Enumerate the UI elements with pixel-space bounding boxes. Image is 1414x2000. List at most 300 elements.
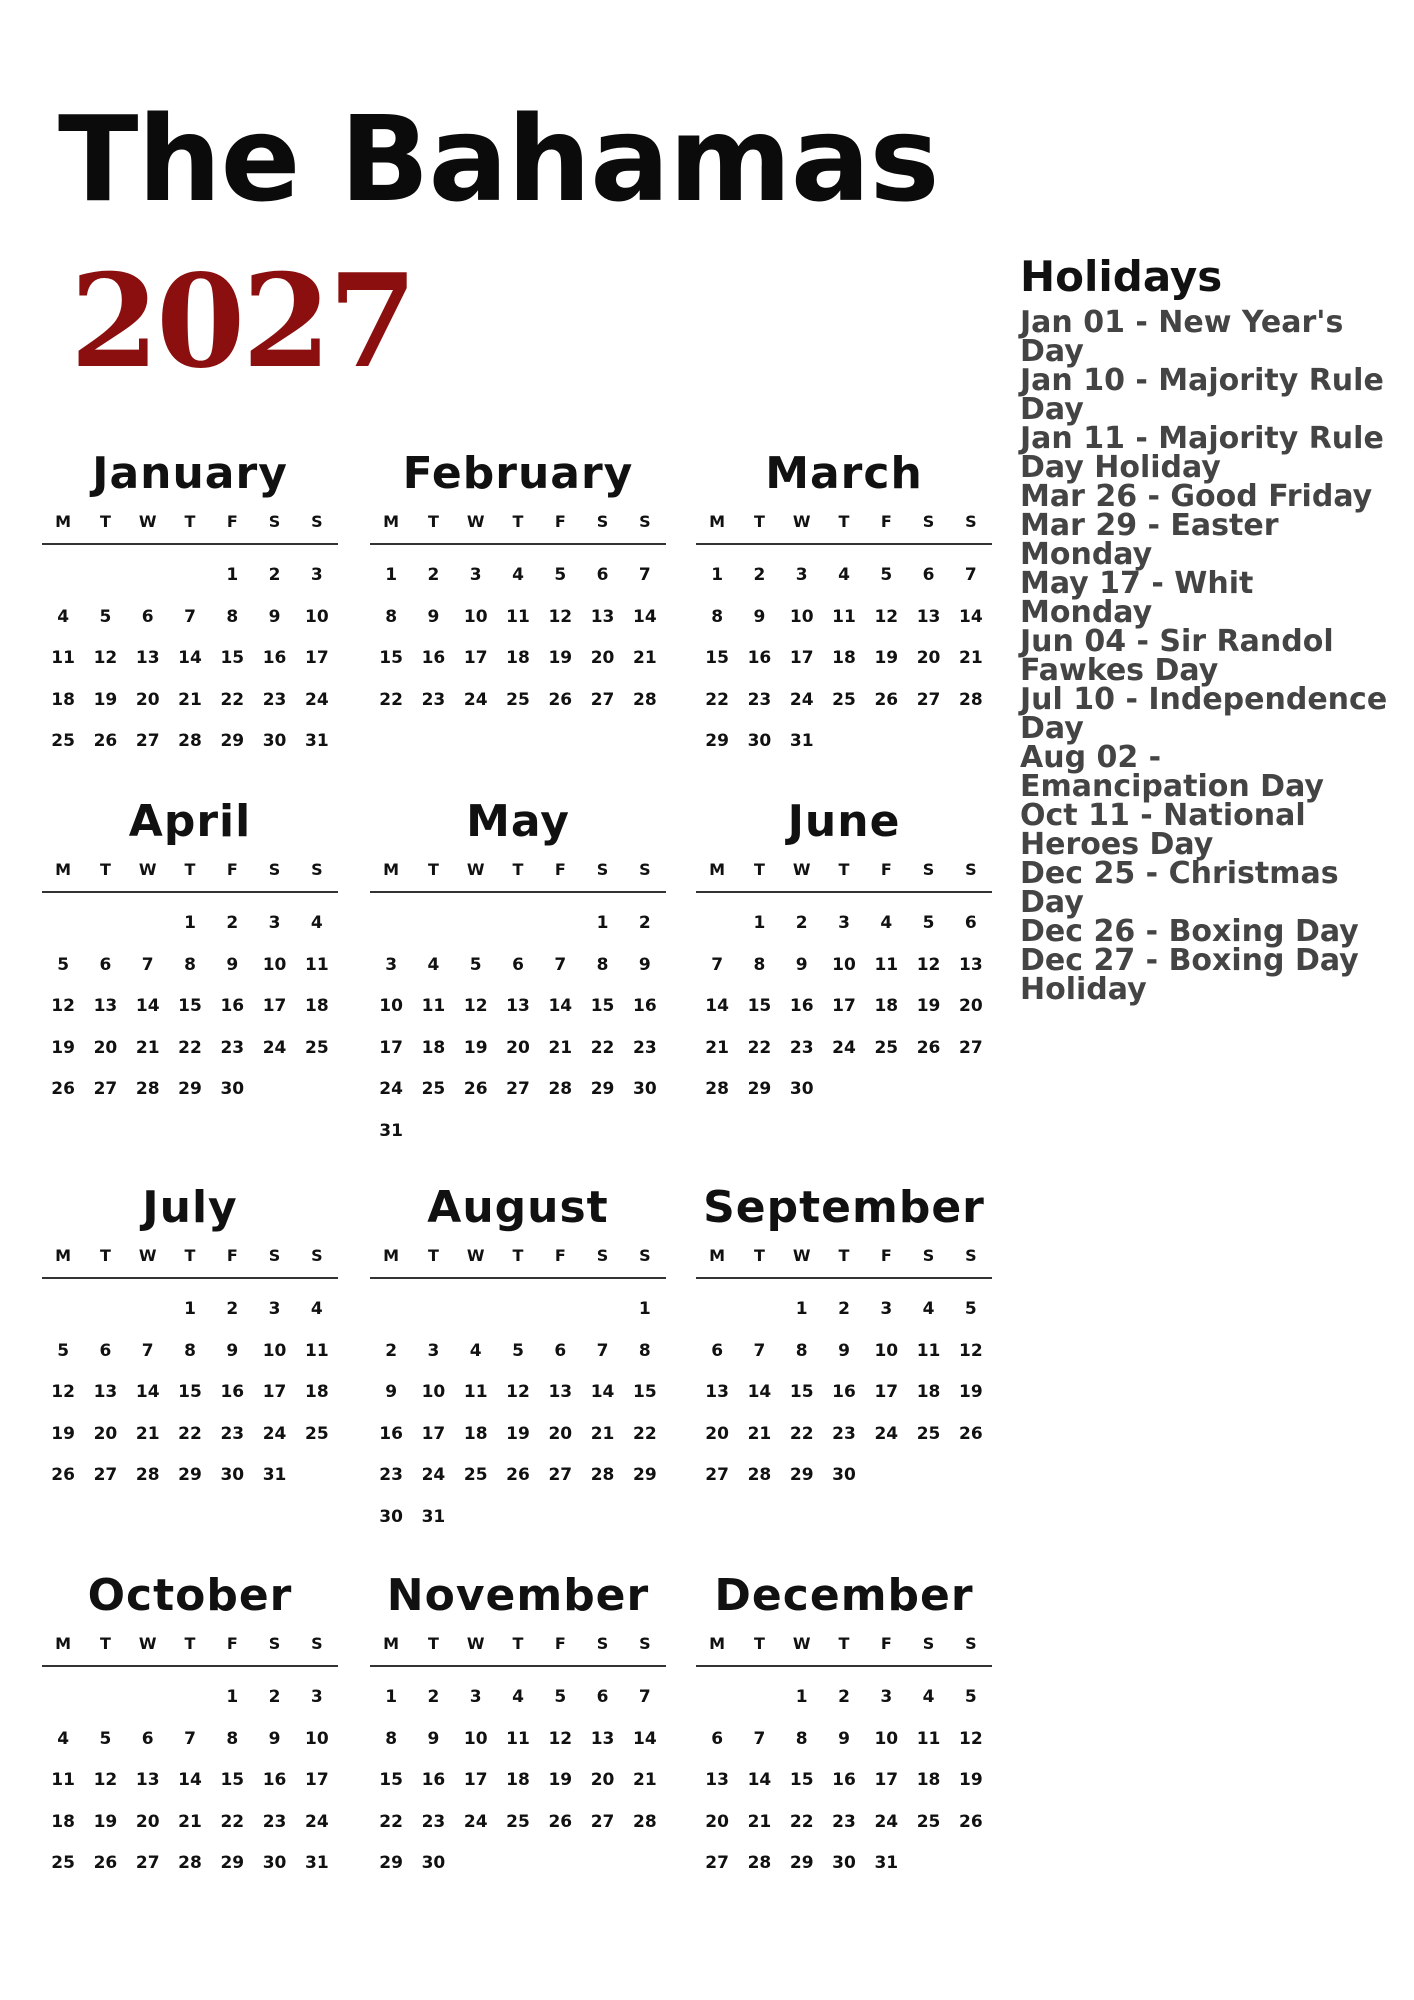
day-cell: 15 bbox=[178, 1382, 202, 1402]
weekday-header: T bbox=[512, 860, 524, 879]
day-cell: 24 bbox=[421, 1465, 446, 1485]
weekday-header: S bbox=[922, 1634, 935, 1653]
day-cell: 20 bbox=[548, 1423, 573, 1444]
day-cell: 28 bbox=[633, 1811, 657, 1832]
day-cell: 11 bbox=[832, 606, 856, 627]
day-cell: 18 bbox=[832, 648, 856, 668]
weekday-header: S bbox=[965, 860, 977, 879]
weekday-header: M bbox=[709, 860, 726, 879]
day-cell: 25 bbox=[506, 1811, 530, 1832]
day-cell: 6 bbox=[512, 954, 524, 975]
day-cell: 5 bbox=[964, 1687, 977, 1707]
day-cell: 21 bbox=[135, 1037, 160, 1058]
weekday-header: W bbox=[466, 1634, 485, 1653]
month-name: May bbox=[466, 796, 570, 847]
day-cell: 11 bbox=[506, 1728, 530, 1749]
empty-cell bbox=[696, 1677, 738, 1719]
day-cell: 27 bbox=[590, 1811, 615, 1832]
day-cell: 15 bbox=[747, 996, 772, 1016]
day-cell: 16 bbox=[220, 1382, 245, 1402]
day-cell: 7 bbox=[753, 1728, 766, 1749]
day-cell: 19 bbox=[548, 1770, 573, 1790]
day-cell: 4 bbox=[469, 1340, 482, 1361]
day-cell: 1 bbox=[226, 1687, 239, 1707]
day-cell: 13 bbox=[590, 1728, 615, 1749]
day-cell: 15 bbox=[633, 1382, 657, 1402]
day-cell: 16 bbox=[220, 996, 245, 1016]
day-cell: 7 bbox=[964, 565, 977, 585]
weekday-header: S bbox=[639, 512, 651, 531]
day-cell: 25 bbox=[874, 1037, 899, 1058]
weekday-header: S bbox=[922, 512, 935, 531]
day-cell: 26 bbox=[916, 1037, 941, 1058]
day-cell: 21 bbox=[633, 648, 657, 668]
day-cell: 10 bbox=[305, 606, 329, 627]
day-cell: 16 bbox=[747, 648, 772, 668]
holiday-item: Aug 02 - Emancipation Day bbox=[1020, 740, 1324, 804]
empty-cell bbox=[84, 555, 126, 597]
day-cell: 20 bbox=[705, 1423, 729, 1444]
day-cell: 3 bbox=[469, 565, 482, 585]
empty-cell bbox=[169, 1677, 211, 1719]
day-cell: 17 bbox=[305, 648, 329, 668]
day-grid bbox=[370, 1667, 666, 1885]
day-cell: 3 bbox=[310, 1687, 323, 1707]
day-cell: 29 bbox=[789, 1853, 814, 1873]
day-cell: 11 bbox=[51, 1770, 75, 1790]
day-cell: 6 bbox=[964, 913, 977, 933]
day-cell: 13 bbox=[916, 606, 941, 627]
day-cell: 15 bbox=[789, 1770, 814, 1790]
day-cell: 5 bbox=[99, 1728, 112, 1749]
day-cell: 26 bbox=[548, 1811, 573, 1832]
empty-cell bbox=[84, 903, 126, 945]
day-cell: 8 bbox=[596, 954, 609, 975]
day-cell: 17 bbox=[832, 996, 856, 1016]
day-cell: 23 bbox=[262, 1811, 287, 1832]
weekday-header: S bbox=[311, 512, 323, 531]
weekday-header: W bbox=[792, 1246, 811, 1265]
day-cell: 1 bbox=[226, 565, 239, 585]
weekday-header-row bbox=[42, 1246, 338, 1279]
day-cell: 10 bbox=[874, 1728, 899, 1749]
day-cell: 19 bbox=[51, 1037, 75, 1058]
day-cell: 17 bbox=[305, 1770, 329, 1790]
day-cell: 25 bbox=[305, 1037, 329, 1058]
day-cell: 2 bbox=[268, 565, 281, 585]
weekday-header: S bbox=[639, 1246, 651, 1265]
day-cell: 26 bbox=[548, 689, 573, 710]
day-cell: 10 bbox=[262, 954, 287, 975]
day-cell: 16 bbox=[262, 648, 287, 668]
day-cell: 3 bbox=[268, 913, 281, 933]
weekday-header: T bbox=[184, 1634, 196, 1653]
day-cell: 24 bbox=[262, 1037, 287, 1058]
empty-cell bbox=[455, 1289, 497, 1331]
day-cell: 10 bbox=[463, 606, 488, 627]
day-cell: 2 bbox=[753, 565, 766, 585]
day-cell: 22 bbox=[633, 1423, 657, 1444]
month-name: September bbox=[703, 1182, 985, 1233]
empty-cell bbox=[412, 1289, 454, 1331]
weekday-header: W bbox=[792, 860, 811, 879]
day-cell: 4 bbox=[310, 1299, 323, 1319]
day-cell: 12 bbox=[506, 1382, 530, 1402]
weekday-header-row bbox=[370, 1634, 666, 1667]
day-cell: 5 bbox=[880, 565, 893, 585]
empty-cell bbox=[127, 903, 169, 945]
day-cell: 9 bbox=[638, 954, 651, 975]
day-cell: 18 bbox=[421, 1037, 446, 1058]
day-cell: 14 bbox=[747, 1382, 772, 1402]
day-cell: 26 bbox=[959, 1811, 983, 1832]
empty-cell bbox=[84, 1677, 126, 1719]
weekday-header: W bbox=[466, 860, 485, 879]
holiday-item: May 17 - Whit Monday bbox=[1020, 566, 1254, 630]
day-grid bbox=[696, 1667, 992, 1885]
day-cell: 13 bbox=[548, 1382, 573, 1402]
day-cell: 12 bbox=[51, 1382, 75, 1402]
day-cell: 16 bbox=[262, 1770, 287, 1790]
day-cell: 10 bbox=[421, 1382, 446, 1402]
page-title: The Bahamas bbox=[58, 90, 939, 228]
day-cell: 9 bbox=[795, 954, 808, 975]
day-cell: 24 bbox=[874, 1811, 899, 1832]
day-cell: 29 bbox=[633, 1465, 657, 1485]
empty-cell bbox=[497, 903, 539, 945]
day-cell: 15 bbox=[178, 996, 202, 1016]
month-may bbox=[370, 796, 666, 1152]
day-cell: 8 bbox=[753, 954, 766, 975]
day-cell: 11 bbox=[916, 1340, 941, 1361]
day-cell: 2 bbox=[638, 913, 651, 933]
day-cell: 10 bbox=[789, 606, 814, 627]
day-cell: 26 bbox=[874, 689, 899, 710]
day-cell: 23 bbox=[633, 1037, 657, 1058]
empty-cell bbox=[84, 1289, 126, 1331]
day-cell: 27 bbox=[705, 1465, 729, 1485]
day-cell: 23 bbox=[832, 1811, 856, 1832]
day-cell: 9 bbox=[427, 606, 440, 627]
day-cell: 22 bbox=[379, 1811, 403, 1832]
day-cell: 14 bbox=[705, 996, 729, 1016]
day-cell: 1 bbox=[711, 565, 724, 585]
day-cell: 5 bbox=[469, 954, 482, 975]
day-cell: 30 bbox=[747, 731, 772, 751]
day-cell: 29 bbox=[789, 1465, 814, 1485]
day-cell: 11 bbox=[51, 648, 75, 668]
day-cell: 14 bbox=[178, 1770, 202, 1790]
day-grid bbox=[696, 893, 992, 1111]
day-cell: 5 bbox=[57, 954, 70, 975]
day-cell: 8 bbox=[385, 1728, 398, 1749]
day-cell: 2 bbox=[427, 565, 440, 585]
day-grid bbox=[370, 545, 666, 721]
day-cell: 17 bbox=[463, 1770, 488, 1790]
holidays-panel bbox=[1020, 252, 1390, 1007]
day-cell: 18 bbox=[51, 1811, 75, 1832]
day-cell: 27 bbox=[590, 689, 615, 710]
day-cell: 4 bbox=[427, 954, 440, 975]
holiday-item: Dec 26 - Boxing Day bbox=[1020, 914, 1359, 949]
day-cell: 2 bbox=[268, 1687, 281, 1707]
holiday-item: Jan 10 - Majority Rule Day bbox=[1020, 363, 1384, 427]
weekday-header-row bbox=[696, 1634, 992, 1667]
day-cell: 2 bbox=[385, 1340, 398, 1361]
day-cell: 29 bbox=[705, 731, 729, 751]
weekday-header-row bbox=[696, 860, 992, 893]
day-cell: 19 bbox=[874, 648, 899, 668]
weekday-header-row bbox=[696, 1246, 992, 1279]
day-cell: 3 bbox=[385, 954, 398, 975]
day-cell: 27 bbox=[705, 1853, 729, 1873]
weekday-header: S bbox=[311, 1246, 323, 1265]
weekday-header: S bbox=[965, 1246, 977, 1265]
day-cell: 28 bbox=[747, 1853, 772, 1873]
day-cell: 1 bbox=[184, 1299, 196, 1319]
day-cell: 20 bbox=[916, 648, 941, 668]
day-cell: 20 bbox=[135, 1811, 160, 1832]
day-cell: 3 bbox=[880, 1687, 893, 1707]
day-cell: 22 bbox=[789, 1423, 814, 1444]
day-cell: 19 bbox=[548, 648, 573, 668]
weekday-header: T bbox=[99, 860, 111, 879]
day-cell: 16 bbox=[421, 1770, 446, 1790]
day-cell: 27 bbox=[548, 1465, 573, 1485]
day-cell: 29 bbox=[178, 1079, 202, 1099]
day-cell: 28 bbox=[747, 1465, 772, 1485]
day-cell: 16 bbox=[379, 1423, 403, 1444]
day-cell: 15 bbox=[379, 1770, 403, 1790]
day-cell: 24 bbox=[262, 1423, 287, 1444]
day-cell: 2 bbox=[838, 1687, 850, 1707]
weekday-header: S bbox=[596, 512, 609, 531]
day-cell: 23 bbox=[747, 689, 772, 710]
weekday-header: M bbox=[383, 512, 400, 531]
weekday-header: S bbox=[268, 1634, 281, 1653]
day-cell: 1 bbox=[795, 1687, 808, 1707]
day-cell: 3 bbox=[795, 565, 808, 585]
day-cell: 4 bbox=[838, 565, 850, 585]
day-cell: 16 bbox=[421, 648, 446, 668]
day-cell: 12 bbox=[463, 996, 488, 1016]
weekday-header: S bbox=[596, 1246, 609, 1265]
day-cell: 4 bbox=[57, 1728, 70, 1749]
day-cell: 24 bbox=[874, 1423, 899, 1444]
month-january bbox=[42, 448, 338, 763]
weekday-header: S bbox=[639, 860, 651, 879]
day-cell: 4 bbox=[922, 1299, 935, 1319]
month-november bbox=[370, 1570, 666, 1885]
weekday-header: M bbox=[383, 1634, 400, 1653]
day-cell: 20 bbox=[506, 1037, 530, 1058]
day-cell: 19 bbox=[959, 1382, 983, 1402]
weekday-header: T bbox=[753, 860, 765, 879]
day-cell: 5 bbox=[922, 913, 935, 933]
day-cell: 6 bbox=[99, 1340, 112, 1361]
day-cell: 11 bbox=[874, 954, 899, 975]
day-cell: 22 bbox=[220, 1811, 245, 1832]
day-cell: 14 bbox=[590, 1382, 615, 1402]
day-cell: 9 bbox=[838, 1340, 850, 1361]
day-cell: 5 bbox=[554, 565, 567, 585]
day-cell: 13 bbox=[590, 606, 615, 627]
day-cell: 18 bbox=[506, 1770, 530, 1790]
day-cell: 19 bbox=[506, 1423, 530, 1444]
weekday-header: T bbox=[512, 512, 524, 531]
day-cell: 8 bbox=[711, 606, 724, 627]
day-cell: 25 bbox=[916, 1423, 941, 1444]
weekday-header: F bbox=[554, 1634, 566, 1653]
day-cell: 30 bbox=[262, 731, 287, 751]
day-cell: 31 bbox=[874, 1853, 899, 1873]
day-cell: 17 bbox=[789, 648, 814, 668]
day-cell: 14 bbox=[633, 1728, 657, 1749]
day-cell: 4 bbox=[512, 1687, 524, 1707]
holiday-item: Oct 11 - National Heroes Day bbox=[1020, 798, 1306, 862]
month-name: December bbox=[714, 1570, 974, 1621]
day-cell: 25 bbox=[463, 1465, 488, 1485]
day-cell: 10 bbox=[262, 1340, 287, 1361]
day-cell: 23 bbox=[220, 1423, 245, 1444]
day-cell: 1 bbox=[753, 913, 766, 933]
day-cell: 12 bbox=[93, 1770, 118, 1790]
weekday-header: S bbox=[922, 860, 935, 879]
holiday-item: Jun 04 - Sir Randol Fawkes Day bbox=[1020, 624, 1334, 688]
day-cell: 24 bbox=[305, 689, 329, 710]
day-cell: 27 bbox=[916, 689, 941, 710]
holiday-item: Mar 26 - Good Friday bbox=[1020, 479, 1373, 514]
weekday-header: M bbox=[709, 1634, 726, 1653]
day-cell: 17 bbox=[262, 1382, 287, 1402]
day-cell: 8 bbox=[385, 606, 398, 627]
weekday-header: S bbox=[965, 1634, 977, 1653]
empty-cell bbox=[738, 1677, 780, 1719]
month-august bbox=[370, 1182, 666, 1538]
day-cell: 18 bbox=[874, 996, 899, 1016]
empty-cell bbox=[412, 903, 454, 945]
day-cell: 1 bbox=[638, 1299, 651, 1319]
day-cell: 28 bbox=[178, 731, 202, 751]
day-cell: 24 bbox=[832, 1037, 856, 1058]
weekday-header: T bbox=[753, 1246, 765, 1265]
day-cell: 22 bbox=[379, 689, 403, 710]
day-cell: 3 bbox=[469, 1687, 482, 1707]
day-cell: 9 bbox=[427, 1728, 440, 1749]
empty-cell bbox=[455, 903, 497, 945]
day-cell: 5 bbox=[964, 1299, 977, 1319]
day-cell: 19 bbox=[93, 689, 118, 710]
weekday-header: M bbox=[55, 1634, 72, 1653]
day-cell: 28 bbox=[135, 1465, 160, 1485]
holiday-item: Mar 29 - Easter Monday bbox=[1020, 508, 1279, 572]
day-cell: 23 bbox=[421, 1811, 446, 1832]
day-cell: 6 bbox=[922, 565, 935, 585]
day-cell: 20 bbox=[705, 1811, 729, 1832]
day-cell: 17 bbox=[463, 648, 488, 668]
day-cell: 16 bbox=[789, 996, 814, 1016]
weekday-header: S bbox=[268, 1246, 281, 1265]
weekday-header: S bbox=[639, 1634, 651, 1653]
day-cell: 1 bbox=[184, 913, 196, 933]
day-cell: 12 bbox=[548, 606, 573, 627]
empty-cell bbox=[42, 1289, 84, 1331]
day-cell: 9 bbox=[385, 1382, 398, 1402]
day-cell: 30 bbox=[421, 1853, 446, 1873]
day-cell: 17 bbox=[421, 1423, 446, 1444]
empty-cell bbox=[581, 1289, 623, 1331]
weekday-header: T bbox=[427, 1634, 439, 1653]
day-cell: 30 bbox=[379, 1506, 403, 1527]
day-cell: 9 bbox=[268, 606, 281, 627]
day-cell: 18 bbox=[305, 1382, 329, 1402]
year-label: 2027 bbox=[70, 247, 415, 397]
weekday-header: W bbox=[466, 512, 485, 531]
day-cell: 22 bbox=[220, 689, 245, 710]
day-cell: 31 bbox=[305, 1853, 329, 1873]
month-name: October bbox=[87, 1570, 293, 1621]
day-cell: 21 bbox=[705, 1037, 729, 1058]
weekday-header: F bbox=[554, 1246, 566, 1265]
weekday-header: T bbox=[838, 860, 850, 879]
holiday-item: Dec 27 - Boxing Day Holiday bbox=[1020, 943, 1359, 1007]
weekday-header: T bbox=[99, 1634, 111, 1653]
empty-cell bbox=[127, 1677, 169, 1719]
month-name: April bbox=[128, 796, 252, 847]
month-name: November bbox=[386, 1570, 650, 1621]
weekday-header: F bbox=[880, 1246, 892, 1265]
day-cell: 1 bbox=[385, 565, 398, 585]
day-cell: 21 bbox=[548, 1037, 573, 1058]
day-cell: 26 bbox=[93, 731, 118, 751]
weekday-header-row bbox=[42, 860, 338, 893]
day-cell: 19 bbox=[463, 1037, 488, 1058]
day-cell: 1 bbox=[795, 1299, 808, 1319]
day-cell: 6 bbox=[596, 1687, 609, 1707]
weekday-header: F bbox=[554, 860, 566, 879]
day-cell: 29 bbox=[178, 1465, 202, 1485]
day-cell: 3 bbox=[880, 1299, 893, 1319]
day-cell: 25 bbox=[421, 1079, 446, 1099]
weekday-header-row bbox=[370, 512, 666, 545]
day-cell: 20 bbox=[135, 689, 160, 710]
day-cell: 7 bbox=[638, 565, 651, 585]
month-october bbox=[42, 1570, 338, 1885]
day-cell: 25 bbox=[832, 689, 856, 710]
day-cell: 21 bbox=[959, 648, 983, 668]
day-cell: 21 bbox=[135, 1423, 160, 1444]
weekday-header: T bbox=[838, 512, 850, 531]
weekday-header: W bbox=[466, 1246, 485, 1265]
day-cell: 25 bbox=[305, 1423, 329, 1444]
weekday-header: W bbox=[138, 1634, 157, 1653]
day-cell: 20 bbox=[959, 996, 983, 1016]
day-cell: 8 bbox=[184, 954, 196, 975]
day-cell: 30 bbox=[832, 1465, 856, 1485]
day-cell: 29 bbox=[590, 1079, 615, 1099]
day-cell: 11 bbox=[463, 1382, 488, 1402]
month-december bbox=[696, 1570, 992, 1885]
day-cell: 6 bbox=[99, 954, 112, 975]
day-cell: 13 bbox=[135, 1770, 160, 1790]
day-cell: 18 bbox=[916, 1770, 941, 1790]
weekday-header: F bbox=[880, 860, 892, 879]
day-cell: 10 bbox=[379, 996, 403, 1016]
day-cell: 2 bbox=[795, 913, 808, 933]
day-cell: 24 bbox=[463, 689, 488, 710]
weekday-header: M bbox=[383, 860, 400, 879]
weekday-header: T bbox=[99, 1246, 111, 1265]
